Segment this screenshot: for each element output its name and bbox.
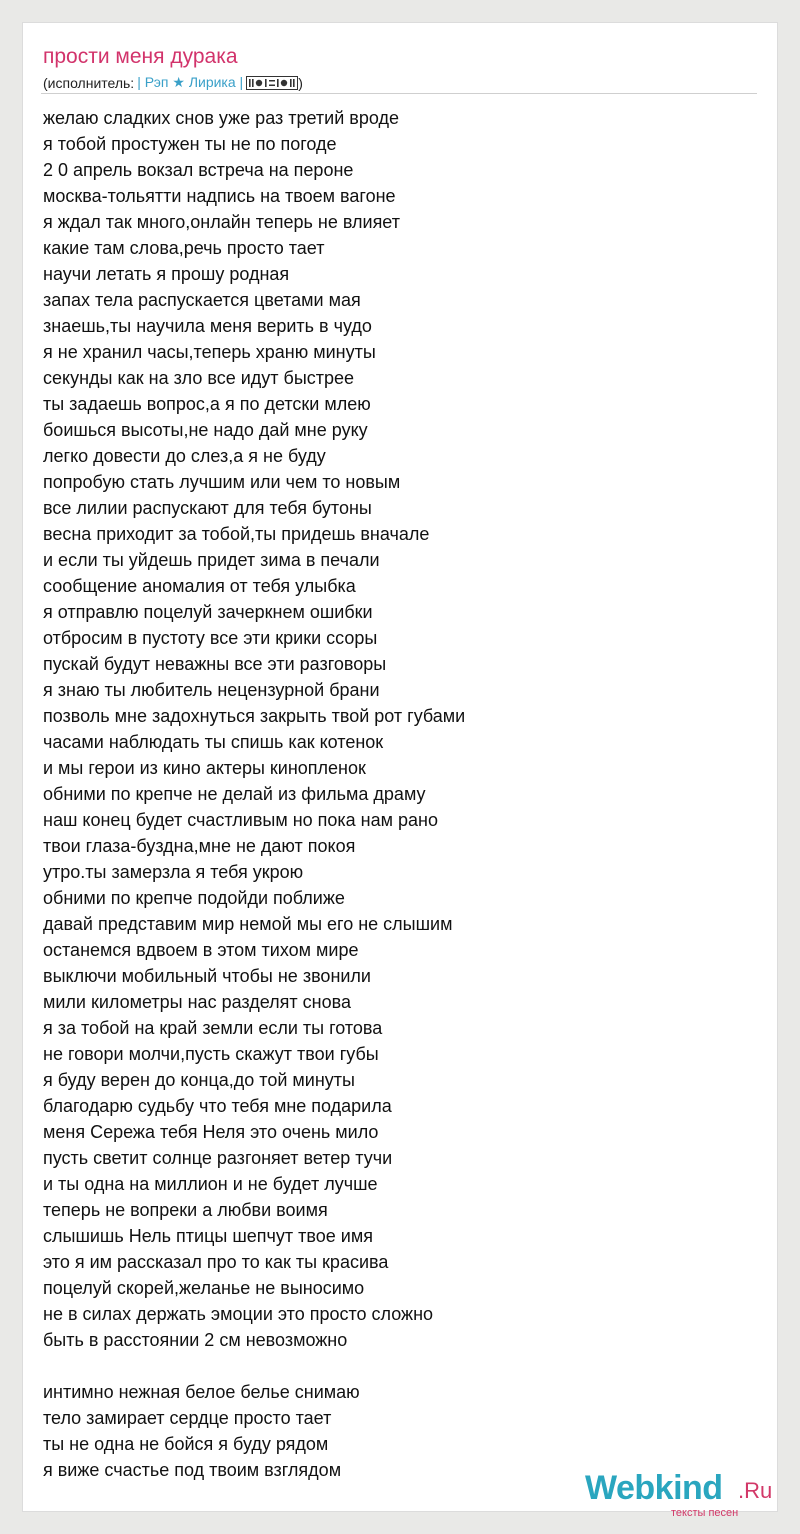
- lyric-line: я не хранил часы,теперь храню минуты: [43, 342, 376, 362]
- lyric-line: какие там слова,речь просто тает: [43, 238, 325, 258]
- lyric-line: я тобой простужен ты не по погоде: [43, 134, 337, 154]
- lyric-line: обними по крепче подойди поближе: [43, 888, 345, 908]
- artist-suffix: ): [298, 74, 303, 91]
- lyric-line: теперь не вопреки а любви воимя: [43, 1200, 328, 1220]
- lyric-line: сообщение аномалия от тебя улыбка: [43, 576, 356, 596]
- lyric-line: все лилии распускают для тебя бутоны: [43, 498, 372, 518]
- lyric-line: пускай будут неважны все эти разговоры: [43, 654, 387, 674]
- lyric-line: весна приходит за тобой,ты придешь вначале: [43, 524, 430, 544]
- song-title: прости меня дурака: [43, 45, 238, 68]
- lyric-line: не в силах держать эмоции это просто сложно: [43, 1304, 434, 1324]
- artist-link[interactable]: | Рэп ★ Лирика |: [137, 74, 244, 90]
- lyric-line: секунды как на зло все идут быстрее: [43, 368, 355, 388]
- lyric-line: тело замирает сердце просто тает: [43, 1408, 332, 1428]
- lyric-line: мили километры нас разделят снова: [43, 992, 351, 1012]
- lyric-line: часами наблюдать ты спишь как котенок: [43, 732, 384, 752]
- lyric-line: поцелуй скорей,желанье не выносимо: [43, 1278, 365, 1298]
- lyric-line: научи летать я прошу родная: [43, 264, 290, 284]
- lyric-line: легко довести до слез,а я не буду: [43, 446, 326, 466]
- artist-line: [43, 74, 303, 91]
- lyric-line: наш конец будет счастливым но пока нам рано: [43, 810, 438, 830]
- lyric-line: желаю сладких снов уже раз третий вроде: [43, 108, 399, 128]
- lyric-line: и ты одна на миллион и не будет лучше: [43, 1174, 378, 1194]
- lyric-line: быть в расстоянии 2 см невозможно: [43, 1330, 348, 1350]
- lyric-line: 2 0 апрель вокзал встреча на пероне: [43, 160, 354, 180]
- lyric-line: я за тобой на край земли если ты готова: [43, 1018, 383, 1038]
- lyric-line: запах тела распускается цветами мая: [43, 290, 361, 310]
- lyrics-card: [22, 22, 778, 1519]
- lyric-line: меня Сережа тебя Неля это очень мило: [43, 1122, 379, 1142]
- lyric-line: и мы герои из кино актеры кинопленок: [43, 758, 366, 778]
- lyric-line: пусть светит солнце разгоняет ветер тучи: [43, 1148, 393, 1168]
- lyric-line: знаешь,ты научила меня верить в чудо: [43, 316, 372, 336]
- lyric-line: благодарю судьбу что тебя мне подарила: [43, 1096, 392, 1116]
- logo-tagline: тексты песен: [671, 1507, 739, 1519]
- lyric-line: я буду верен до конца,до той минуты: [43, 1070, 355, 1090]
- lyric-line: отбросим в пустоту все эти крики ссоры: [43, 628, 378, 648]
- lyric-line: ты задаешь вопрос,а я по детски млею: [43, 394, 371, 414]
- rating-bars-icon: [246, 75, 298, 91]
- lyric-line: это я им рассказал про то как ты красива: [43, 1252, 389, 1272]
- lyric-line: я ждал так много,онлайн теперь не влияет: [43, 212, 400, 232]
- lyric-line: боишься высоты,не надо дай мне руку: [43, 420, 368, 440]
- lyric-line: утро.ты замерзла я тебя укрою: [43, 862, 304, 882]
- lyric-line: [43, 1353, 753, 1379]
- webkind-logo[interactable]: [585, 1469, 775, 1519]
- lyric-line: твои глаза-буздна,мне не дают покоя: [43, 836, 356, 856]
- lyric-line: я знаю ты любитель нецензурной брани: [43, 680, 380, 700]
- logo-tld: .Ru: [738, 1478, 773, 1503]
- lyric-line: выключи мобильный чтобы не звонили: [43, 966, 371, 986]
- lyric-line: москва-тольятти надпись на твоем вагоне: [43, 186, 396, 206]
- lyric-line: попробую стать лучшим или чем то новым: [43, 472, 401, 492]
- lyric-line: позволь мне задохнуться закрыть твой рот губами: [43, 706, 466, 726]
- lyric-line: слышишь Нель птицы шепчут твое имя: [43, 1226, 373, 1246]
- lyric-line: давай представим мир немой мы его не слышим: [43, 914, 453, 934]
- divider: [41, 93, 757, 94]
- artist-prefix: (исполнитель:: [43, 74, 135, 91]
- logo-wordmark: Webkind: [585, 1469, 723, 1507]
- lyric-line: я виже счастье под твоим взглядом: [43, 1460, 342, 1480]
- lyric-line: обними по крепче не делай из фильма драму: [43, 784, 426, 804]
- lyric-line: не говори молчи,пусть скажут твои губы: [43, 1044, 379, 1064]
- lyric-line: и если ты уйдешь придет зима в печали: [43, 550, 380, 570]
- lyric-line: останемся вдвоем в этом тихом мире: [43, 940, 359, 960]
- lyric-line: я отправлю поцелуй зачеркнем ошибки: [43, 602, 373, 622]
- lyric-line: интимно нежная белое белье снимаю: [43, 1382, 360, 1402]
- lyrics-text: [43, 105, 753, 1483]
- lyric-line: ты не одна не бойся я буду рядом: [43, 1434, 329, 1454]
